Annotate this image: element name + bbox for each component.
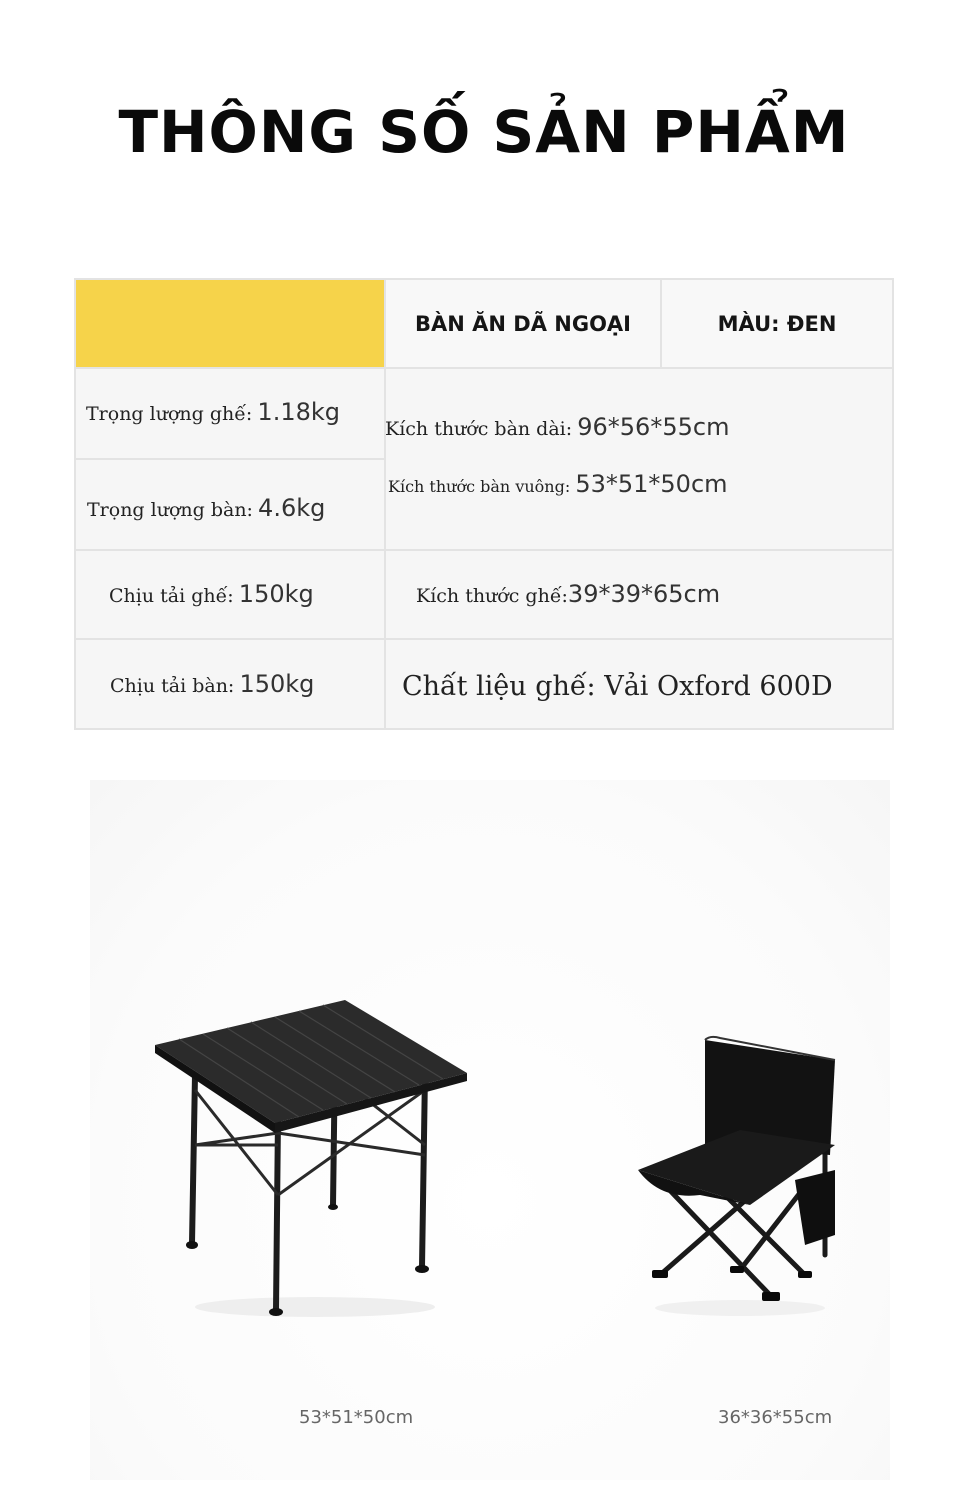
spec-table [74, 278, 894, 730]
long-table-size-value: 96*56*55cm [577, 413, 730, 441]
chair-size-value: 39*39*65cm [567, 580, 721, 608]
header-product-name: BÀN ĂN DÃ NGOẠI [414, 311, 631, 336]
chair-load-value: 150kg [238, 580, 314, 608]
table-weight-row [87, 494, 325, 522]
row-divider [76, 367, 892, 369]
long-table-size-row [385, 413, 729, 441]
page-title: THÔNG SỐ SẢN PHẨM [118, 98, 850, 166]
table-load-value: 150kg [239, 670, 315, 698]
header-color-cell [662, 280, 892, 367]
table-weight-label: Trọng lượng bàn: [87, 499, 253, 521]
table-load-label: Chịu tải bàn: [110, 675, 235, 697]
square-table-size-value: 53*51*50cm [575, 470, 728, 498]
table-load-row [110, 670, 314, 698]
square-table-size-label: Kích thước bàn vuông: [388, 477, 571, 496]
header-product-cell [386, 280, 660, 367]
square-table-size-row [388, 470, 728, 498]
header-color-label: MÀU: ĐEN [717, 311, 837, 336]
chair-size-row [416, 580, 720, 608]
chair-size-label: Kích thước ghế: [416, 585, 568, 607]
table-weight-value: 4.6kg [258, 494, 326, 522]
chair-size-caption: 36*36*55cm [718, 1407, 833, 1428]
chair-weight-row [86, 398, 340, 426]
folding-table-image [150, 995, 480, 1325]
folding-chair-image [630, 1030, 840, 1320]
row-divider [76, 638, 892, 640]
header-divider [660, 280, 662, 367]
chair-load-row [109, 580, 314, 608]
chair-load-label: Chịu tải ghế: [109, 585, 234, 607]
row-divider [76, 549, 892, 551]
chair-weight-label: Trọng lượng ghế: [86, 403, 253, 425]
table-size-caption: 53*51*50cm [299, 1407, 414, 1428]
row-divider [76, 458, 384, 460]
chair-weight-value: 1.18kg [257, 398, 340, 426]
long-table-size-label: Kích thước bàn dài: [385, 418, 573, 440]
column-divider [384, 280, 386, 728]
chair-material: Chất liệu ghế: Vải Oxford 600D [402, 671, 833, 702]
header-highlight-cell [76, 280, 384, 367]
